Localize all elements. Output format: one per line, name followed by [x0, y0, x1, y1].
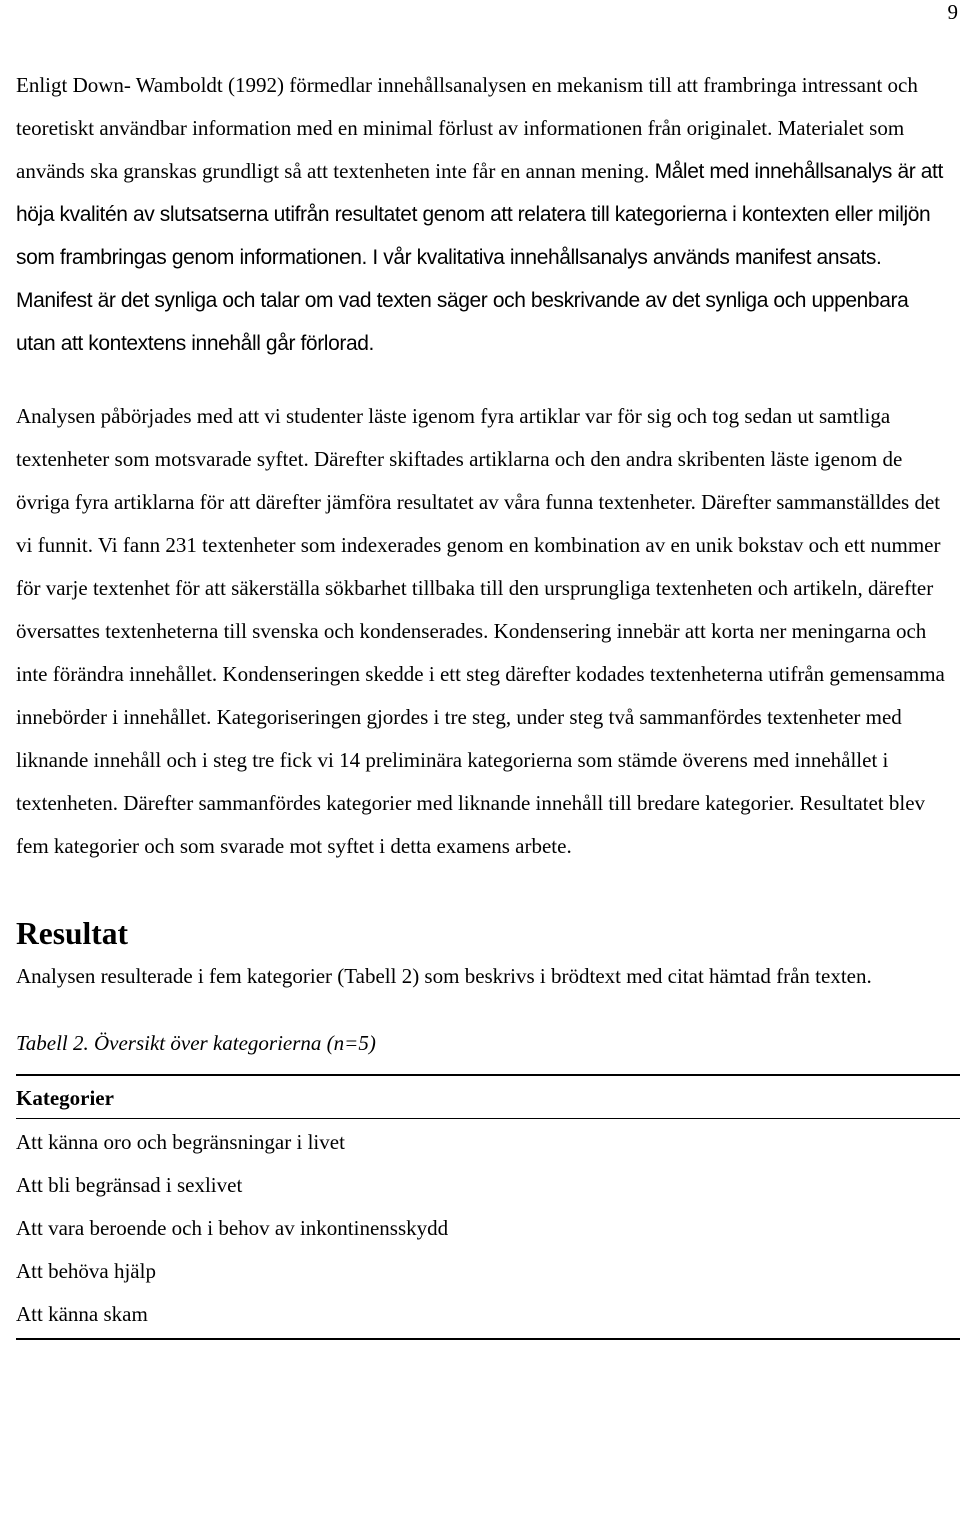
section-spacer [16, 868, 952, 912]
table-row: Att behöva hjälp [16, 1259, 156, 1283]
table-row: Att känna oro och begränsningar i livet [16, 1130, 345, 1154]
paragraph-spacer [16, 365, 952, 395]
categories-table [16, 1074, 960, 1340]
method-paragraph-text-a: Enligt Down- Wamboldt (1992) förmedlar innehållsanalysen en mekanism till att frambringa intressant och teoretiskt användbar information med en minimal förlust av informationen från originalet. Materialet som används ska granskas grundligt så att textenheten inte får en annan mening. [16, 73, 918, 183]
caption-spacer [16, 998, 952, 1028]
table-header: Kategorier [16, 1076, 960, 1119]
method-paragraph-text-b: Målet med innehållsanalys är att höja kvalitén av slutsatserna utifrån resultatet genom att relatera till kategorierna i kontexten eller miljön som frambringas genom informationen. I vår kvalitativa innehållsanalys används manifest ansats. Manifest är det synliga och talar om vad texten säger och beskrivande av det synliga och uppenbara utan att kontextens innehåll går förlorad. [16, 160, 943, 355]
table-body [16, 1119, 960, 1338]
table-row: Att känna skam [16, 1302, 148, 1326]
results-heading: Resultat [16, 916, 128, 951]
results-paragraph: Analysen resulterade i fem kategorier (Tabell 2) som beskrivs i brödtext med citat hämtad från texten. [16, 964, 872, 988]
analysis-paragraph: Analysen påbörjades med att vi studenter läste igenom fyra artiklar var för sig och tog sedan ut samtliga textenheter som motsvarade syftet. Därefter skiftades artiklarna och den andra skribenten läste igenom de övriga fyra artiklarna för att därefter jämföra resultatet av våra funna textenheter. Därefter sammanställdes det vi funnit. Vi fann 231 textenheter som indexerades genom en kombination av en unik bokstav och ett nummer för varje textenhet för att säkerställa sökbarhet tillbaka till den ursprungliga textenheten och artikeln, därefter översattes textenheterna till svenska och kondenserades. Kondensering innebär att korta ner meningarna och inte förändra innehållet. Kondenseringen skedde i ett steg därefter kodades textenheterna utifrån gemensamma innebörder i innehållet. Kategoriseringen gjordes i tre steg, under steg två sammanfördes textenheter med liknande innehåll och i steg tre fick vi 14 preliminära kategorierna som stämde överens med innehållet i textenheten. Därefter sammanfördes kategorier med liknande innehåll till bredare kategorier. Resultatet blev fem kategorier och som svarade mot syftet i detta examens arbete. [16, 404, 945, 858]
method-paragraph [16, 64, 952, 365]
page-number: 9 [947, 0, 958, 24]
table-row: Att bli begränsad i sexlivet [16, 1173, 243, 1197]
table-row: Att vara beroende och i behov av inkontinensskydd [16, 1216, 449, 1240]
table-caption: Tabell 2. Översikt över kategorierna (n=5) [16, 1031, 376, 1055]
document-body [16, 64, 952, 1340]
